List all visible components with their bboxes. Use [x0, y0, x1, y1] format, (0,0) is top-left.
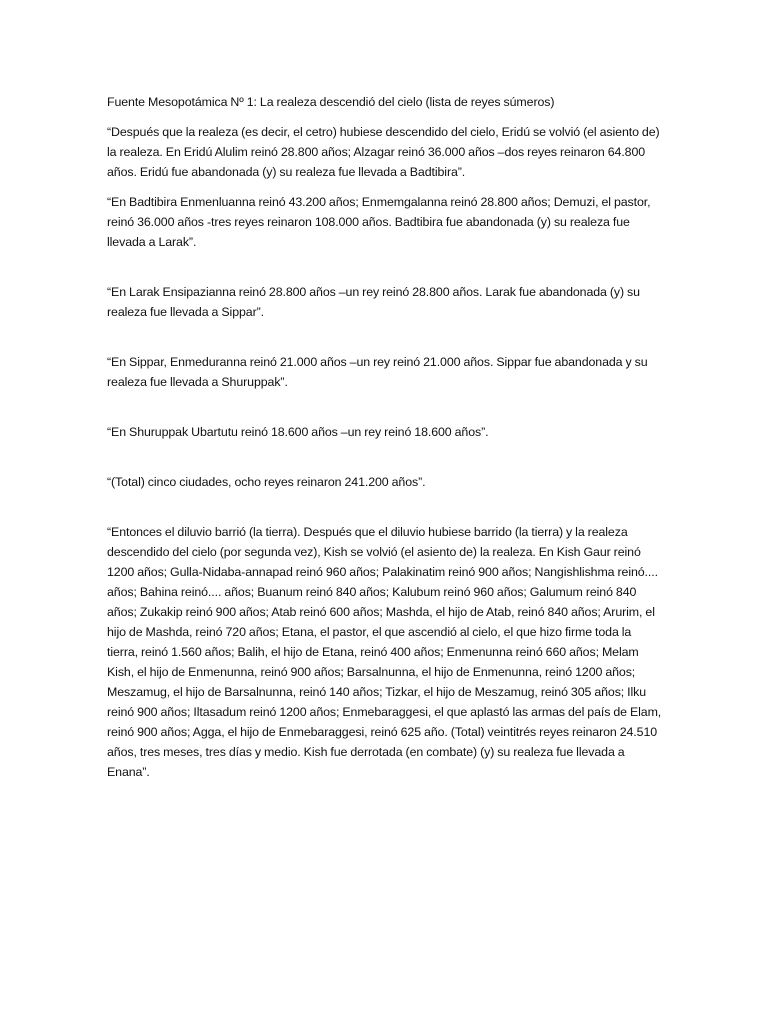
document-title: Fuente Mesopotámica Nº 1: La realeza descendió del cielo (lista de reyes súmeros) — [107, 95, 555, 109]
paragraph-badtibira: “En Badtibira Enmenluanna reinó 43.200 años; Enmemgalanna reinó 28.800 años; Demuzi, el pastor, reinó 36.000 años -tres reyes reinaron 108.000 años. Badtibira fue abandonada (y) su realeza fue llevada a Larak”. — [107, 195, 651, 249]
paragraph-larak: “En Larak Ensipazianna reinó 28.800 años –un rey reinó 28.800 años. Larak fue abandonada (y) su realeza fue llevada a Sippar”. — [107, 285, 640, 319]
paragraph-eridu: “Después que la realeza (es decir, el cetro) hubiese descendido del cielo, Eridú se volvió (el asiento de) la realeza. En Eridú Alulim reinó 28.800 años; Alzagar reinó 36.000 años –dos reyes reinaron 64.800 años. Eridú fue abandonada (y) su realeza fue llevada a Badtibira”. — [107, 125, 660, 179]
document-page — [107, 92, 663, 782]
paragraph-shuruppak: “En Shuruppak Ubartutu reinó 18.600 años –un rey reinó 18.600 años”. — [107, 425, 489, 439]
paragraph-kish: “Entonces el diluvio barrió (la tierra). Después que el diluvio hubiese barrido (la tierra) y la realeza descendido del cielo (por segunda vez), Kish se volvió (el asiento de) la realeza. En Kish Gaur reinó 1200 años; Gulla-Nidaba-annapad reinó 960 años; Palakinatim reinó 900 años; Nangishlishma reinó.... años; Bahina reinó.... años; Buanum reinó 840 años; Kalubum reinó 960 años; Galumum reinó 840 años; Zukakip reinó 900 años; Atab reinó 600 años; Mashda, el hijo de Atab, reinó 840 años; Arurim, el hijo de Mashda, reinó 720 años; Etana, el pastor, el que ascendió al cielo, el que hizo firme toda la tierra, reinó 1.560 años; Balih, el hijo de Etana, reinó 400 años; Enmenunna reinó 660 años; Melam Kish, el hijo de Enmenunna, reinó 900 años; Barsalnunna, el hijo de Enmenunna, reinó 1200 años; Meszamug, el hijo de Barsalnunna, reinó 140 años; Tizkar, el hijo de Meszamug, reinó 305 años; Ilku reinó 900 años; Iltasadum reinó 1200 años; Enmebaraggesi, el que aplastó las armas del país de Elam, reinó 900 años; Agga, el hijo de Enmebaraggesi, reinó 625 año. (Total) veintitrés reyes reinaron 24.510 años, tres meses, tres días y medio. Kish fue derrotada (en combate) (y) su realeza fue llevada a Enana”. — [107, 525, 662, 779]
paragraph-total: “(Total) cinco ciudades, ocho reyes reinaron 241.200 años”. — [107, 475, 426, 489]
paragraph-sippar: “En Sippar, Enmeduranna reinó 21.000 años –un rey reinó 21.000 años. Sippar fue abandonada y su realeza fue llevada a Shuruppak”. — [107, 355, 648, 389]
